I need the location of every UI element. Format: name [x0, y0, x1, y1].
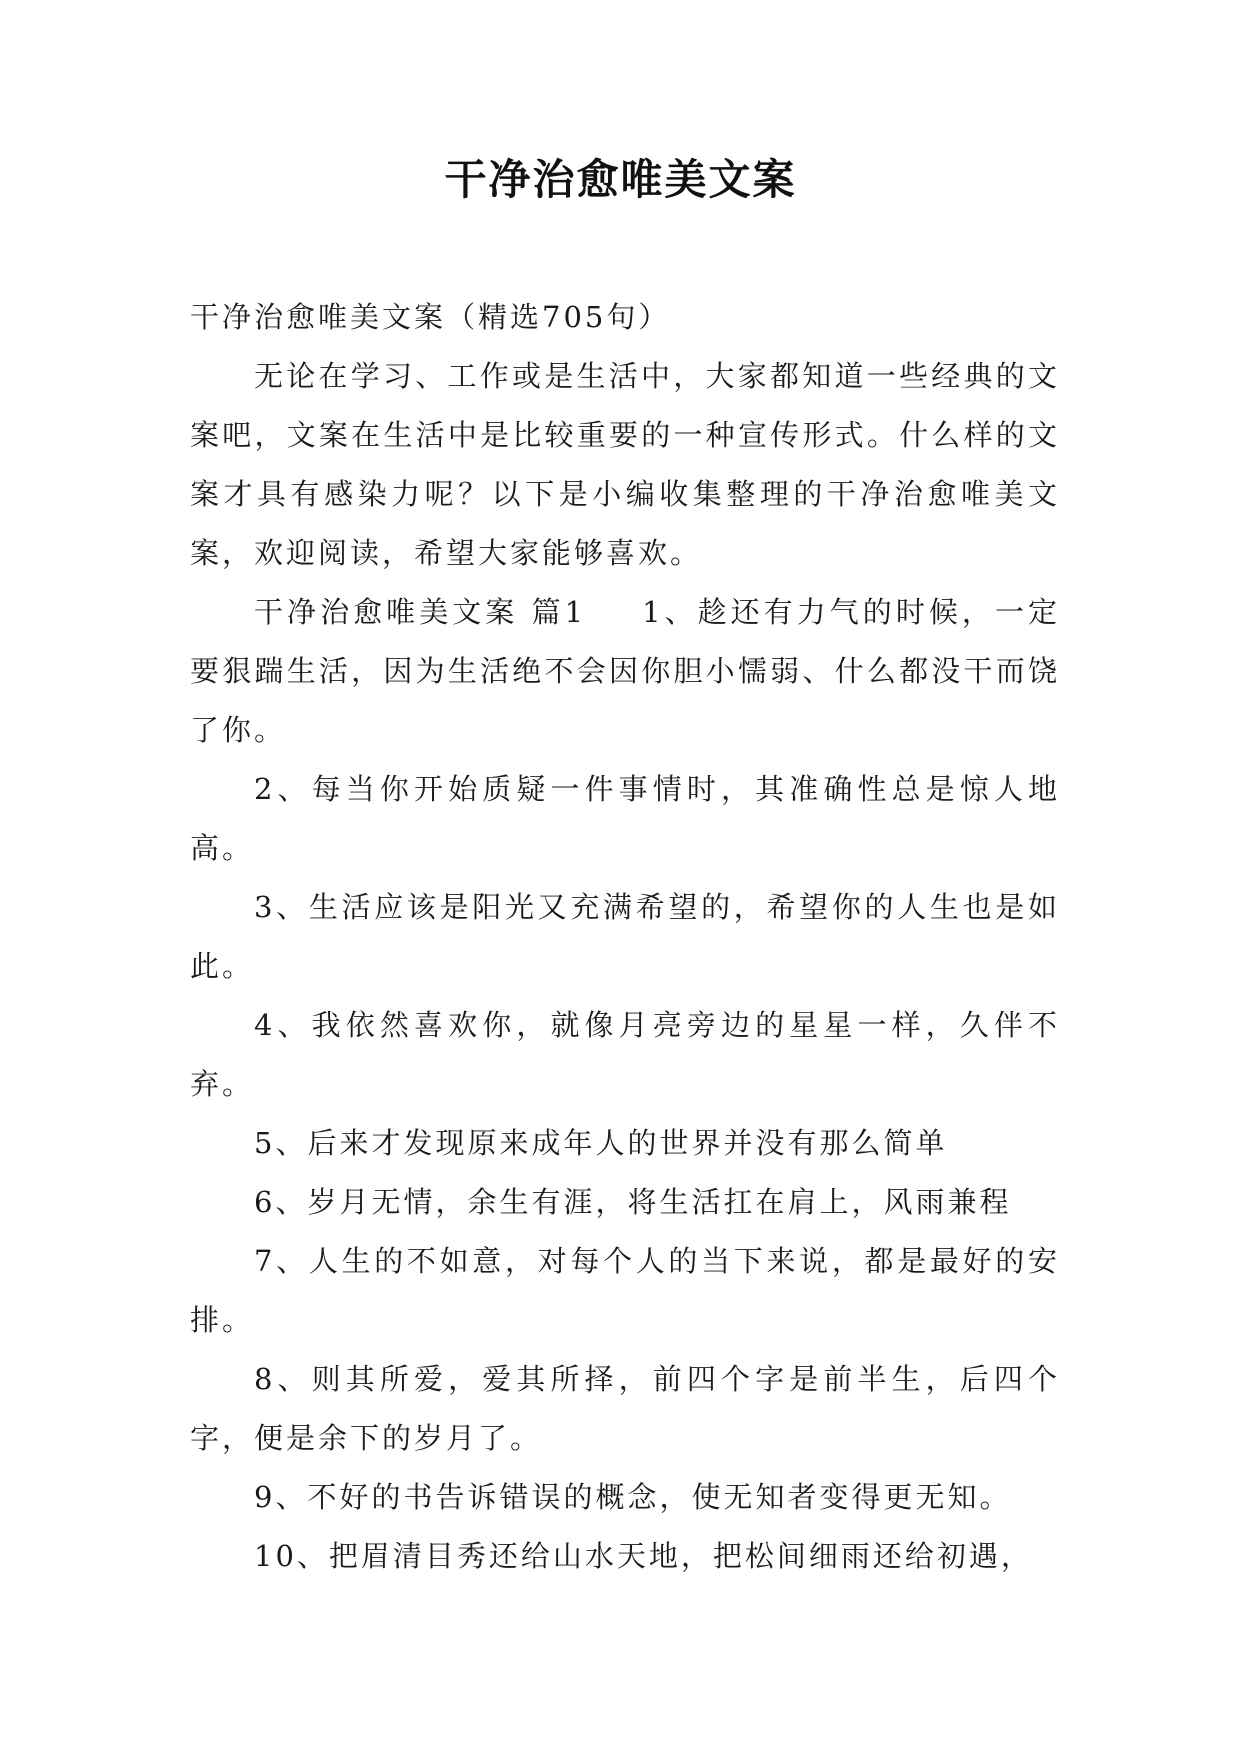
intro-paragraph: 无论在学习、工作或是生活中，大家都知道一些经典的文案吧，文案在生活中是比较重要的一种宣传形式。什么样的文案才具有感染力呢？以下是小编收集整理的干净治愈唯美文案，欢迎阅读，希望大家能够喜欢。	[190, 359, 1060, 570]
document-subtitle: 干净治愈唯美文案（精选705句）	[190, 300, 671, 334]
section-paragraph	[190, 583, 1060, 760]
list-item: 4、我依然喜欢你，就像月亮旁边的星星一样，久伴不弃。	[190, 1008, 1060, 1101]
list-item: 7、人生的不如意，对每个人的当下来说，都是最好的安排。	[190, 1244, 1060, 1337]
list-item: 3、生活应该是阳光又充满希望的，希望你的人生也是如此。	[190, 890, 1060, 983]
list-item: 5、后来才发现原来成年人的世界并没有那么简单	[254, 1126, 948, 1160]
list-item: 10、把眉清目秀还给山水天地，把松间细雨还给初遇，	[254, 1539, 1033, 1573]
list-item: 1、趁还有力气的时候，一定要狠踹生活，因为生活绝不会因你胆小懦弱、什么都没干而饶了你。	[190, 595, 1061, 747]
list-item: 8、则其所爱，爱其所择，前四个字是前半生，后四个字，便是余下的岁月了。	[190, 1362, 1060, 1455]
document-body	[190, 288, 1060, 1586]
list-item: 6、岁月无情，余生有涯，将生活扛在肩上，风雨兼程	[254, 1185, 1012, 1219]
section-heading: 干净治愈唯美文案 篇1	[254, 595, 587, 629]
list-item: 2、每当你开始质疑一件事情时，其准确性总是惊人地高。	[190, 772, 1060, 865]
document-title: 干净治愈唯美文案	[444, 155, 797, 204]
list-item: 9、不好的书告诉错误的概念，使无知者变得更无知。	[254, 1480, 1012, 1514]
